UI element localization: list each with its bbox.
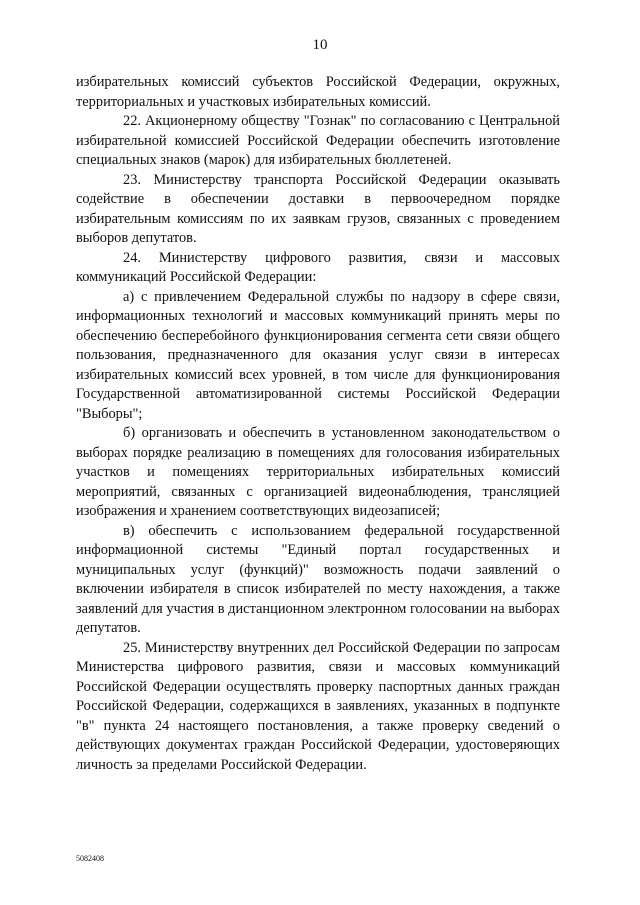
document-body <box>76 73 560 775</box>
paragraph-subitem-a: а) с привлечением Федеральной службы по надзору в сфере связи, информационных технологий и массовых коммуникаций принять меры по обеспечению бесперебойного функционирования сегмента сети связи общего пользования, предназначенного для оказания услуг связи в интересах избирательных комиссий всех уровней, в том числе для функционирования Государственной автоматизированной системы Российской Федерации "Выборы"; <box>76 288 560 422</box>
paragraph-continuation: избирательных комиссий субъектов Российской Федерации, окружных, территориальных и участковых избирательных комиссий. <box>76 74 560 110</box>
paragraph-item-25: 25. Министерству внутренних дел Российской Федерации по запросам Министерства цифрового развития, связи и массовых коммуникаций Российской Федерации осуществлять проверку паспортных данных граждан Российской Федерации, содержащихся в заявлениях, указанных в подпункте "в" пункта 24 настоящего постановления, а также проверку сведений о действующих документах граждан Российской Федерации, удостоверяющих личность за пределами Российской Федерации. <box>76 639 560 773</box>
paragraph-item-24: 24. Министерству цифрового развития, связи и массовых коммуникаций Российской Федерации: <box>76 249 560 285</box>
page-number: 10 <box>312 37 328 53</box>
paragraph-item-22: 22. Акционерному обществу "Гознак" по согласованию с Центральной избирательной комиссией Российской Федерации обеспечить изготовление специальных знаков (марок) для избирательных бюллетеней. <box>76 113 560 168</box>
paragraph-subitem-v: в) обеспечить с использованием федеральной государственной информационной системы "Единый портал государственных и муниципальных услуг (функций)" возможность подачи заявлений о включении избирателя в список избирателей по месту нахождения, а также заявлений для участия в дистанционном электронном голосовании на выборах депутатов. <box>76 522 560 636</box>
paragraph-item-23: 23. Министерству транспорта Российской Федерации оказывать содействие в обеспечении доставки в первоочередном порядке избирательным комиссиям по их заявкам грузов, связанных с проведением выборов депутатов. <box>76 171 560 246</box>
paragraph-subitem-b: б) организовать и обеспечить в установленном законодательством о выборах порядке реализацию в помещениях для голосования избирательных участков и помещениях территориальных избирательных комиссий мероприятий, связанных с организацией видеонаблюдения, трансляцией изображения и хранением соответствующих видеозаписей; <box>76 425 560 519</box>
document-code: 5082408 <box>76 854 104 863</box>
